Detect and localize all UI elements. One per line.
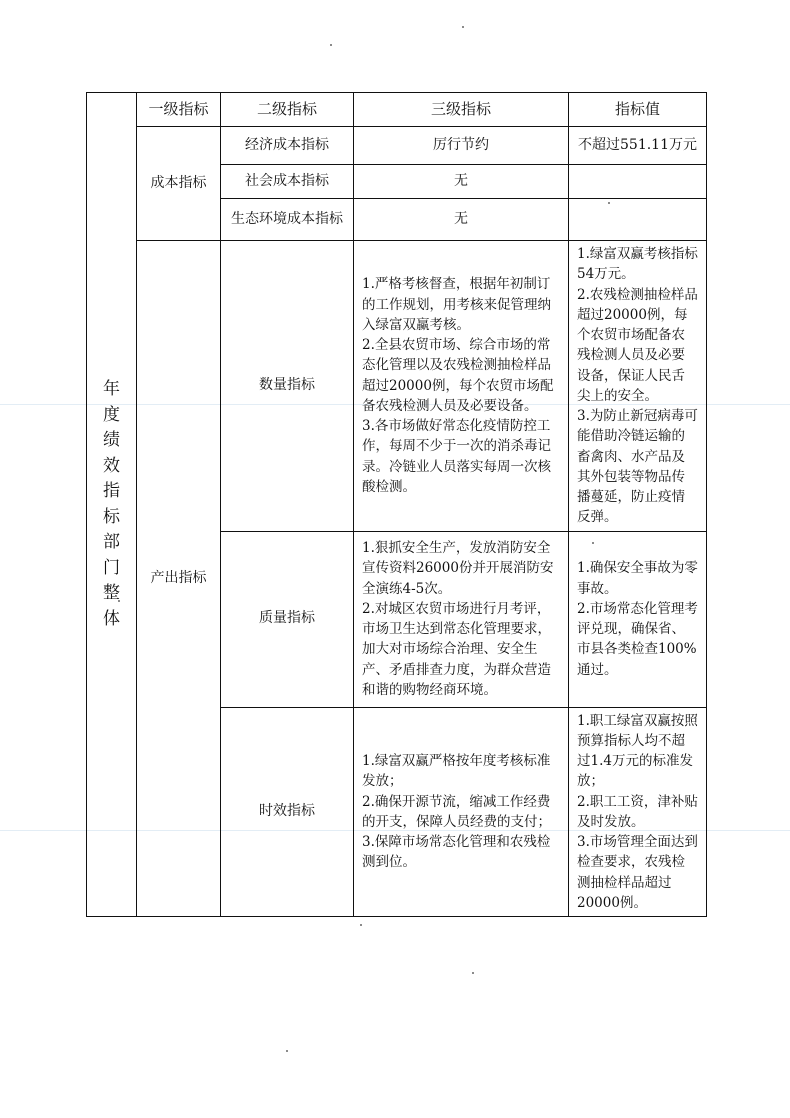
timeliness-value — [569, 707, 707, 917]
header-level1: 一级指标 — [137, 93, 221, 127]
economic-cost-value: 不超过551.11万元 — [569, 127, 707, 165]
output-indicator-label: 产出指标 — [137, 241, 221, 917]
timeliness-value-item: 1.职工绿富双赢按照预算指标人均不超过1.4万元的标准发放； — [577, 712, 698, 790]
quantity-label: 数量指标 — [221, 241, 354, 532]
quantity-level3 — [354, 241, 569, 532]
quantity-value — [569, 241, 707, 532]
header-level3: 三级指标 — [354, 93, 569, 127]
timeliness-level3-item: 2.确保开源节流，缩减工作经费的开支，保障人员经费的支付； — [362, 793, 551, 830]
timeliness-level3-item: 1.绿富双赢严格按年度考核标准发放； — [362, 753, 551, 790]
quality-level3 — [354, 531, 569, 707]
side-label: 年度绩效指标部门整体 — [103, 379, 120, 629]
quality-label: 质量指标 — [221, 531, 354, 707]
eco-cost-label: 生态环境成本指标 — [221, 199, 354, 241]
social-cost-label: 社会成本指标 — [221, 165, 354, 199]
quality-level3-item: 1.狠抓安全生产，发放消防安全宣传资料26000份并开展消防安全演练4-5次。 — [362, 540, 554, 597]
quantity-level3-item: 1.严格考核督查，根据年初制订的工作规划，用考核来促管理纳入绿富双赢考核。 — [362, 276, 551, 333]
timeliness-value-item: 2.职工工资，津补贴及时发放。 — [577, 793, 698, 830]
social-cost-value — [569, 165, 707, 199]
header-value: 指标值 — [569, 93, 707, 127]
eco-cost-value — [569, 199, 707, 241]
timeliness-value-item: 3.市场管理全面达到检查要求，农残检测抽检样品超过20000例。 — [577, 834, 698, 911]
quantity-level3-item: 2.全县农贸市场、综合市场的常态化管理以及农残检测抽检样品超过20000例，每个农贸市场配备农残检测人员及必要设备。 — [362, 337, 554, 414]
quality-value — [569, 531, 707, 707]
social-cost-level3: 无 — [354, 165, 569, 199]
side-label-cell — [87, 93, 137, 917]
quantity-level3-item: 3.各市场做好常态化疫情防控工作，每周不少于一次的消杀毒记录。冷链业人员落实每周一次核酸检测。 — [362, 418, 551, 495]
economic-cost-label: 经济成本指标 — [221, 127, 354, 165]
quantity-value-item: 1.绿富双赢考核指标54万元。 — [577, 246, 698, 283]
quality-value-item: 2.市场常态化管理考评兑现，确保省、市县各类检查100%通过。 — [577, 600, 698, 678]
quality-value-item: 1.确保安全事故为零事故。 — [577, 560, 698, 597]
header-level2: 二级指标 — [221, 93, 354, 127]
economic-cost-level3: 厉行节约 — [354, 127, 569, 165]
eco-cost-level3: 无 — [354, 199, 569, 241]
performance-indicator-table — [86, 92, 707, 917]
timeliness-level3 — [354, 707, 569, 917]
quantity-value-item: 2.农残检测抽检样品超过20000例，每个农贸市场配备农残检测人员及必要设备，保证人民舌尖上的安全。 — [577, 286, 698, 404]
quantity-value-item: 3.为防止新冠病毒可能借助冷链运输的畜禽肉、水产品及其外包装等物品传播蔓延，防止疫情反弹。 — [577, 408, 698, 526]
timeliness-level3-item: 3.保障市场常态化管理和农残检测到位。 — [362, 834, 551, 871]
cost-indicator-label: 成本指标 — [137, 127, 221, 241]
quality-level3-item: 2.对城区农贸市场进行月考评，市场卫生达到常态化管理要求，加大对市场综合治理、安全生产、矛盾排查力度，为群众营造和谐的购物经商环境。 — [362, 600, 551, 698]
timeliness-label: 时效指标 — [221, 707, 354, 917]
